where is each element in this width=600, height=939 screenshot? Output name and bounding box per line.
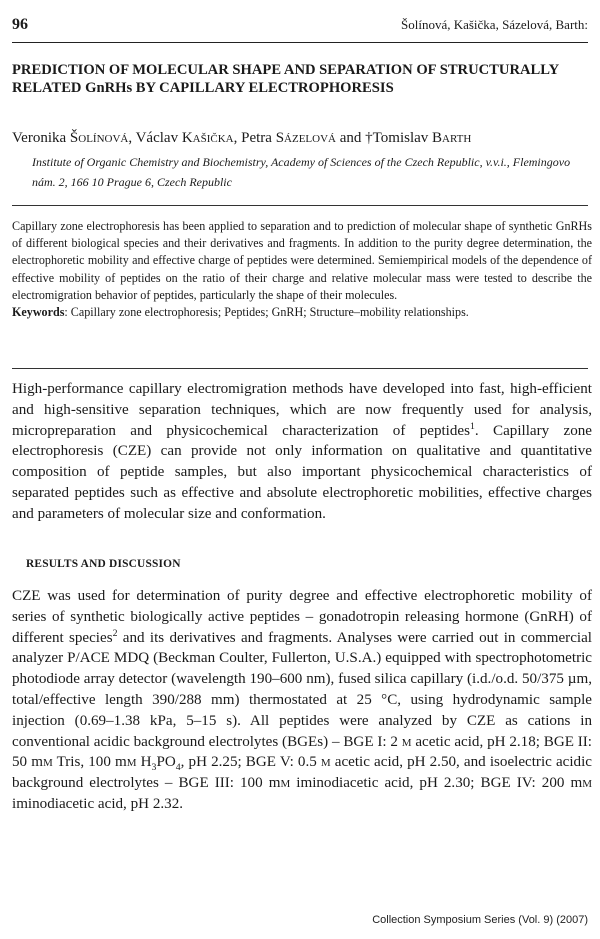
results-text: CZE was used for determination of purity degree and effective electrophoretic mobility of series of synthetic biologically active peptides – gonadotropin releasing hormone (GnRH) of different species <box>12 588 592 646</box>
abstract-text: Capillary zone electrophoresis has been applied to separation and to prediction of molecular shape of synthetic GnRHs of different biological species and their derivatives and fragments. In addition to the purity degree determination, the electrophoretic mobility and effective charge of peptides were determined. Semiempirical models of the dependence of effective mobility of peptides on the ratio of their charge and relative molecular mass were tested to describe the electromigration behavior of peptides, particularly the shape of their molecules. <box>12 219 592 302</box>
results-text: Tris, 100 m <box>52 754 127 771</box>
unit-molar: m <box>582 775 592 792</box>
unit-molar: m <box>126 754 137 771</box>
page-footer: Collection Symposium Series (Vol. 9) (2007) <box>372 914 588 926</box>
author-first-name: Václav <box>135 130 182 146</box>
results-text: H <box>136 754 152 771</box>
abstract-rule-top <box>12 205 588 206</box>
author-separator: , <box>128 130 136 146</box>
article-title: PREDICTION OF MOLECULAR SHAPE AND SEPARATION OF STRUCTURALLY RELATED GnRHs BY CAPILLARY ELECTROPHORESIS <box>12 62 559 96</box>
section-heading: RESULTS AND DISCUSSION <box>26 558 181 570</box>
keywords-text: : Capillary zone electrophoresis; Peptides; GnRH; Structure–mobility relationships. <box>64 305 469 320</box>
unit-molar: m <box>280 775 291 792</box>
running-head: Šolínová, Kašička, Sázelová, Barth: <box>400 17 588 32</box>
page-number: 96 <box>12 16 28 33</box>
results-text: acetic acid, pH 2.50, and isoelectric acidic background electrolytes – BGE III: 100 m <box>12 754 592 792</box>
unit-molar: m <box>320 754 331 771</box>
intro-paragraph <box>12 379 592 525</box>
unit-molar: m <box>401 733 412 750</box>
results-text: , pH 2.25; BGE V: 0.5 <box>180 754 321 771</box>
author-last-name: Kašička <box>181 130 234 146</box>
author-first-name: Veronika <box>12 130 70 146</box>
results-text: acetic acid, pH 2.18; BGE II: 50 m <box>12 733 592 771</box>
header-rule <box>12 42 588 43</box>
citation-ref: 1 <box>470 420 475 432</box>
unit-molar: m <box>42 754 53 771</box>
author-first-name: †Tomislav <box>365 130 433 146</box>
author-last-name: Barth <box>432 130 472 146</box>
results-text: iminodiacetic acid, pH 2.30; BGE IV: 200 m <box>290 775 583 792</box>
keywords-label: Keywords <box>12 305 65 320</box>
page-header <box>12 16 588 44</box>
results-paragraph <box>12 586 592 815</box>
subscript: 3 <box>151 762 157 774</box>
results-text: iminodiacetic acid, pH 2.32. <box>12 795 184 812</box>
results-text: PO <box>156 754 176 771</box>
author-separator: and <box>335 130 366 146</box>
author-first-name: Petra <box>241 130 276 146</box>
intro-text: High-performance capillary electromigration methods have developed into fast, high-efficient and high-sensitive separation techniques, which are now frequently used for analysis, micropreparation and physicochemical characterization of peptides <box>12 381 592 439</box>
subscript: 4 <box>175 762 181 774</box>
intro-text: . Capillary zone electrophoresis (CZE) can provide not only information on qualitative and quantitative composition of peptide samples, but also important physicochemical characteristics of separated peptides such as effective and absolute electrophoretic mobilities, effective charges and parameters of molecular size and conformation. <box>12 422 592 522</box>
author-last-name: Sázelová <box>275 130 336 146</box>
author-list <box>12 128 592 148</box>
abstract-block <box>12 218 592 321</box>
citation-ref: 2 <box>112 627 118 639</box>
author-last-name: Šolínová <box>69 130 129 146</box>
author-separator: , <box>233 130 242 146</box>
abstract-rule-bottom <box>12 368 588 369</box>
results-text: and its derivatives and fragments. Analyses were carried out in commercial analyzer P/ACE MDQ (Beckman Coulter, Fullerton, U.S.A.) equipped with spectrophotometric photodiode array detector (wavelength 190–600 nm), fused silica capillary (i.d./o.d. 50/375 µm, total/effective length 390/288 mm) thermostated at 25 °C, using hydrodynamic sample injection (0.69–1.38 kPa, 5–15 s). All peptides were analyzed by CZE as cations in conventional acidic background electrolytes (BGEs) – BGE I: 2 <box>12 629 592 750</box>
author-affiliation: Institute of Organic Chemistry and Biochemistry, Academy of Sciences of the Czech Republic, v.v.i., Flemingovo nám. 2, 166 10 Prague 6, Czech Republic <box>32 155 571 189</box>
